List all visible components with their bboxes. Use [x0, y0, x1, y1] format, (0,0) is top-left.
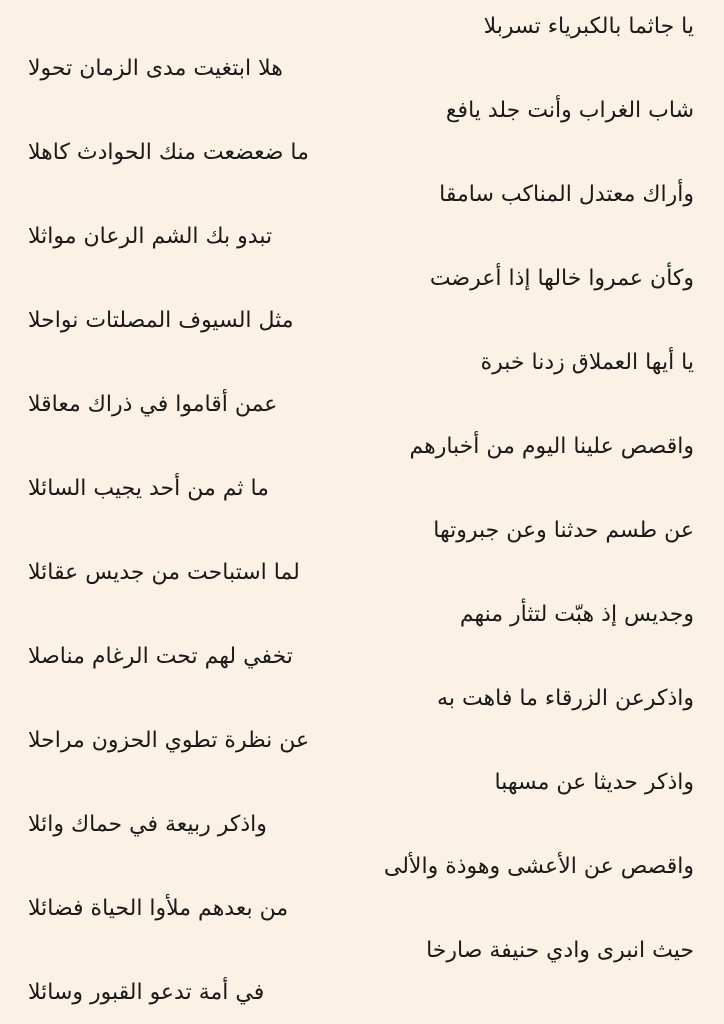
- poem-line-4: ما ضعضعت منك الحوادث كاهلا: [28, 140, 309, 165]
- poem-line-5: وأراك معتدل المناكب سامقا: [439, 182, 694, 207]
- poem-line-13: عن طسم حدثنا وعن جبروتها: [433, 518, 694, 543]
- poem-line-10: عمن أقاموا في ذراك معاقلا: [28, 392, 278, 417]
- poem-line-8: مثل السيوف المصلتات نواحلا: [28, 308, 294, 333]
- poem-line-17: واذكرعن الزرقاء ما فاهت به: [437, 686, 694, 711]
- poem-line-15: وجديس إذ هبّت لتثأر منهم: [459, 602, 694, 627]
- poem-line-9: يا أيها العملاق زدنا خبرة: [480, 350, 694, 375]
- poem-line-2: هلا ابتغيت مدى الزمان تحولا: [28, 56, 283, 81]
- poem-line-18: عن نظرة تطوي الحزون مراحلا: [28, 728, 310, 753]
- poem-line-16: تخفي لهم تحت الرغام مناصلا: [28, 644, 293, 669]
- poem-line-20: واذكر ربيعة في حماك وائلا: [28, 812, 267, 837]
- poem-line-21: واقصص عن الأعشى وهوذة والألى: [383, 854, 694, 879]
- poem-line-6: تبدو بك الشم الرعان مواثلا: [28, 224, 273, 249]
- poem-line-14: لما استباحت من جديس عقائلا: [28, 560, 300, 585]
- poem-line-1: يا جاثما بالكبرياء تسربلا: [483, 14, 694, 39]
- poem-line-23: حيث انبرى وادي حنيفة صارخا: [426, 938, 694, 963]
- poem-line-3: شاب الغراب وأنت جلد يافع: [445, 98, 694, 123]
- poem-line-24: في أمة تدعو القبور وسائلا: [28, 980, 265, 1005]
- poem-line-19: واذكر حديثا عن مسهبا: [494, 770, 694, 795]
- poem-line-22: من بعدهم ملأوا الحياة فضائلا: [28, 896, 289, 921]
- poem-line-7: وكأن عمروا خالها إذا أعرضت: [429, 266, 694, 291]
- poem-line-12: ما ثم من أحد يجيب السائلا: [28, 476, 269, 501]
- poem-line-11: واقصص علينا اليوم من أخبارهم: [409, 434, 694, 459]
